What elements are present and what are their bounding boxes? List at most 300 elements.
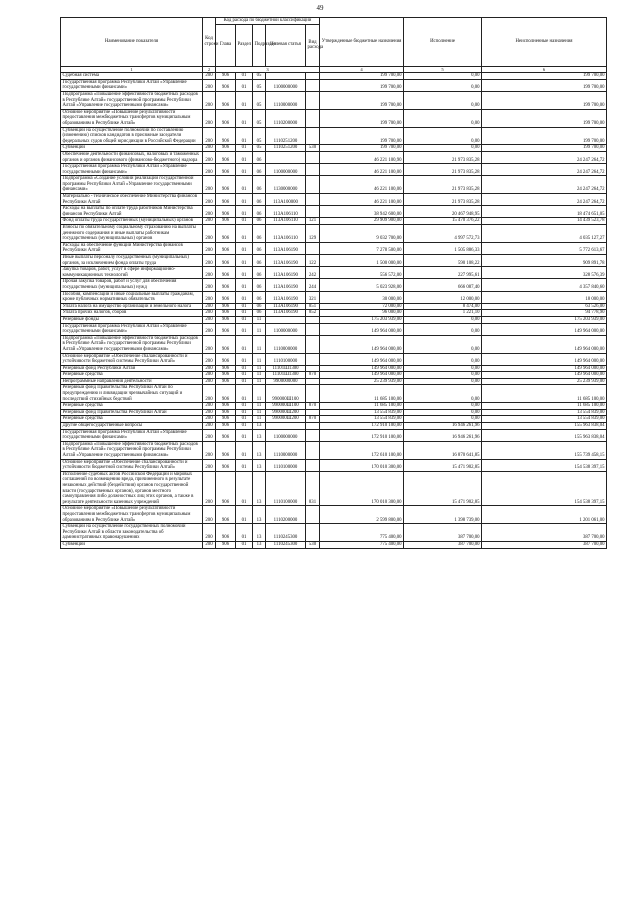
row-name: Расходы на выплаты по оплате труда работников Министерства финансов Республики Алтай: [61, 206, 203, 218]
table-row: [61, 291, 607, 303]
row-approved: 11 685 100,00: [320, 385, 404, 403]
row-glava: 906: [216, 335, 236, 353]
row-approved: 38 942 600,00: [320, 206, 404, 218]
row-line-code: 200: [203, 385, 216, 403]
table-row: [61, 242, 607, 254]
row-unexecuted: 11 685 100,00: [482, 403, 607, 410]
row-approved: 170 010 300,00: [320, 459, 404, 471]
row-executed: 590 108,22: [404, 255, 482, 267]
table-row: [61, 194, 607, 206]
row-executed: 0,00: [404, 79, 482, 91]
row-approved: 172 610 100,00: [320, 441, 404, 459]
row-name: Резервные средства: [61, 372, 203, 379]
row-glava: 906: [216, 109, 236, 127]
row-target: 1110000000: [266, 441, 306, 459]
row-razdel: 01: [236, 109, 253, 127]
row-approved: 11 685 100,00: [320, 403, 404, 410]
column-number: 4: [320, 66, 404, 73]
row-razdel: 01: [236, 127, 253, 145]
row-glava: 906: [216, 423, 236, 430]
row-line-code: 200: [203, 291, 216, 303]
row-approved: 775 400,00: [320, 524, 404, 542]
row-line-code: 200: [203, 459, 216, 471]
row-unexecuted: 94 778,90: [482, 310, 607, 317]
row-unexecuted: 1 201 061,00: [482, 506, 607, 524]
row-razdel: 01: [236, 541, 253, 548]
row-executed: 0,00: [404, 316, 482, 323]
row-executed: 0,00: [404, 409, 482, 416]
row-target: 11101Ш1300: [266, 372, 306, 379]
row-vid: 870: [306, 403, 320, 410]
row-vid: [306, 441, 320, 459]
row-unexecuted: 155 963 838,04: [482, 423, 607, 430]
table-row: [61, 429, 607, 441]
row-glava: 906: [216, 151, 236, 163]
table-row: [61, 255, 607, 267]
row-target: 990000Ш100: [266, 403, 306, 410]
table-row: [61, 303, 607, 310]
row-unexecuted: 5 772 613,67: [482, 242, 607, 254]
row-podrazdel: 11: [253, 372, 266, 379]
row-approved: 199 700,00: [320, 73, 404, 80]
row-podrazdel: 06: [253, 267, 266, 279]
row-vid: [306, 242, 320, 254]
row-unexecuted: 63 526,00: [482, 303, 607, 310]
row-target: 113А106190: [266, 279, 306, 291]
row-razdel: 01: [236, 242, 253, 254]
row-podrazdel: 06: [253, 151, 266, 163]
row-name: Основное мероприятие «Повышение результативности предоставления межбюджетных трансфертов муниципальным образованиям в Республике Алтай»: [61, 506, 203, 524]
row-approved: 199 700,00: [320, 109, 404, 127]
table-row: [61, 471, 607, 506]
row-target: 1110200000: [266, 109, 306, 127]
table-row: [61, 164, 607, 176]
column-number: 2: [203, 66, 216, 73]
table-row: [61, 335, 607, 353]
row-name: Государственная программа Республики Алтай «Управление государственными финансами»: [61, 79, 203, 91]
row-podrazdel: 11: [253, 353, 266, 365]
row-vid: [306, 164, 320, 176]
row-name: Подпрограмма «Повышение эффективности бюджетных расходов в Республике Алтай» государственной программы Республики Алтай «Управление государственными финансами»: [61, 441, 203, 459]
row-podrazdel: 06: [253, 164, 266, 176]
row-razdel: 01: [236, 353, 253, 365]
row-vid: [306, 365, 320, 372]
row-executed: 4 997 572,73: [404, 225, 482, 243]
row-vid: [306, 79, 320, 91]
row-target: 113А106110: [266, 206, 306, 218]
row-podrazdel: 11: [253, 409, 266, 416]
row-unexecuted: 387 700,00: [482, 541, 607, 548]
row-name: Резервный фонд Правительства Республики Алтай: [61, 409, 203, 416]
table-row: [61, 524, 607, 542]
row-approved: 775 400,00: [320, 541, 404, 548]
row-podrazdel: 06: [253, 176, 266, 194]
row-podrazdel: 11: [253, 323, 266, 335]
row-vid: 870: [306, 416, 320, 423]
row-line-code: 200: [203, 109, 216, 127]
row-podrazdel: 06: [253, 242, 266, 254]
row-approved: 149 964 000,00: [320, 335, 404, 353]
row-vid: 851: [306, 303, 320, 310]
row-vid: [306, 459, 320, 471]
row-unexecuted: 149 964 000,00: [482, 365, 607, 372]
row-razdel: 01: [236, 151, 253, 163]
row-line-code: 200: [203, 206, 216, 218]
row-unexecuted: 24 247 264,72: [482, 176, 607, 194]
row-name: Субвенции на осуществление полномочий по составлению (изменению) списков кандидатов в присяжные заседатели федеральных судов общей юрисдикции в Российской Федерации: [61, 127, 203, 145]
row-line-code: 200: [203, 423, 216, 430]
row-line-code: 200: [203, 323, 216, 335]
row-executed: 21 973 835,28: [404, 194, 482, 206]
table-row: [61, 372, 607, 379]
row-executed: 0,00: [404, 378, 482, 385]
row-glava: 906: [216, 176, 236, 194]
row-vid: [306, 429, 320, 441]
row-glava: 906: [216, 524, 236, 542]
row-approved: 149 964 000,00: [320, 372, 404, 379]
row-glava: 906: [216, 403, 236, 410]
row-line-code: 200: [203, 365, 216, 372]
row-podrazdel: 06: [253, 225, 266, 243]
table-row: [61, 267, 607, 279]
row-glava: 906: [216, 316, 236, 323]
row-vid: 831: [306, 471, 320, 506]
row-razdel: 01: [236, 506, 253, 524]
row-approved: 96 000,00: [320, 310, 404, 317]
row-name: Уплата прочих налогов, сборов: [61, 310, 203, 317]
row-executed: 387 700,00: [404, 524, 482, 542]
row-vid: 852: [306, 310, 320, 317]
row-unexecuted: 199 700,00: [482, 79, 607, 91]
row-razdel: 01: [236, 164, 253, 176]
row-line-code: 200: [203, 372, 216, 379]
row-line-code: 200: [203, 225, 216, 243]
row-razdel: 01: [236, 372, 253, 379]
row-approved: 2 599 800,00: [320, 506, 404, 524]
row-name: Подпрограмма «Повышение эффективности бюджетных расходов в Республике Алтай» государственной программы Республики Алтай «Управление государственными финансами»: [61, 91, 203, 109]
row-approved: 199 700,00: [320, 127, 404, 145]
row-razdel: 01: [236, 206, 253, 218]
row-line-code: 200: [203, 242, 216, 254]
row-glava: 906: [216, 291, 236, 303]
row-podrazdel: 11: [253, 416, 266, 423]
row-approved: 149 964 000,00: [320, 365, 404, 372]
row-line-code: 200: [203, 303, 216, 310]
row-approved: 46 221 100,90: [320, 151, 404, 163]
row-target: 1100000000: [266, 79, 306, 91]
row-podrazdel: 11: [253, 385, 266, 403]
row-approved: 1 500 000,00: [320, 255, 404, 267]
row-razdel: 01: [236, 218, 253, 225]
row-glava: 906: [216, 225, 236, 243]
row-line-code: 200: [203, 471, 216, 506]
row-target: 113А106110: [266, 218, 306, 225]
row-target: [266, 73, 306, 80]
row-unexecuted: 13 554 839,00: [482, 409, 607, 416]
row-glava: 906: [216, 541, 236, 548]
row-name: Субвенции: [61, 541, 203, 548]
row-name: Основное мероприятие «Обеспечение сбалансированности и устойчивости бюджетной системы Республики Алтай»: [61, 459, 203, 471]
row-approved: 175 203 939,00: [320, 316, 404, 323]
row-vid: 242: [306, 267, 320, 279]
row-podrazdel: 05: [253, 91, 266, 109]
row-razdel: 01: [236, 316, 253, 323]
row-razdel: 01: [236, 303, 253, 310]
row-target: 113А106190: [266, 242, 306, 254]
row-podrazdel: 13: [253, 541, 266, 548]
header-target: Целевая статья: [266, 24, 306, 66]
row-name: Резервные средства: [61, 403, 203, 410]
row-name: Исполнение судебных актов Российской Федерации и мировых соглашений по возмещению вреда, причиненного в результате незаконных действий (бездействия) органов государственной власти (государственных органов), органов местного самоуправления либо должностных лиц этих органов, а также в результате деятельности казенных учреждений: [61, 471, 203, 506]
row-vid: 530: [306, 541, 320, 548]
row-name: Резервный фонд Правительства Республики Алтай по предупреждению и ликвидации чрезвычайных ситуаций и последствий стихийных бедствий: [61, 385, 203, 403]
column-number: 6: [482, 66, 607, 73]
row-approved: 13 554 839,00: [320, 416, 404, 423]
row-podrazdel: 13: [253, 429, 266, 441]
row-podrazdel: 13: [253, 506, 266, 524]
row-razdel: 01: [236, 323, 253, 335]
row-vid: [306, 206, 320, 218]
row-glava: 906: [216, 145, 236, 152]
page-number: 49: [316, 4, 324, 12]
row-unexecuted: 154 538 397,15: [482, 471, 607, 506]
row-razdel: 01: [236, 423, 253, 430]
row-executed: 0,00: [404, 127, 482, 145]
row-name: Обеспечение деятельности финансовых, налоговых и таможенных органов и органов финансового (финансово-бюджетного) надзора: [61, 151, 203, 163]
row-executed: 0,00: [404, 365, 482, 372]
row-razdel: 01: [236, 524, 253, 542]
row-executed: 21 973 835,28: [404, 176, 482, 194]
row-glava: 906: [216, 267, 236, 279]
row-unexecuted: 4 357 840,60: [482, 279, 607, 291]
row-name: Судебная система: [61, 73, 203, 80]
row-executed: 0,00: [404, 145, 482, 152]
row-line-code: 200: [203, 255, 216, 267]
row-vid: [306, 335, 320, 353]
row-razdel: 01: [236, 403, 253, 410]
row-unexecuted: 14 439 523,78: [482, 218, 607, 225]
table-body: [61, 73, 607, 548]
row-vid: [306, 127, 320, 145]
row-glava: 906: [216, 506, 236, 524]
row-vid: [306, 323, 320, 335]
row-target: 1110000000: [266, 91, 306, 109]
row-approved: 556 572,00: [320, 267, 404, 279]
row-approved: 29 909 900,00: [320, 218, 404, 225]
row-podrazdel: 05: [253, 145, 266, 152]
row-executed: 16 946 261,96: [404, 423, 482, 430]
table-row: [61, 279, 607, 291]
row-razdel: 01: [236, 91, 253, 109]
table-row: [61, 423, 607, 430]
row-target: 990000Ш200: [266, 416, 306, 423]
row-unexecuted: 155 963 838,04: [482, 429, 607, 441]
row-podrazdel: 05: [253, 79, 266, 91]
row-line-code: 200: [203, 310, 216, 317]
row-razdel: 01: [236, 176, 253, 194]
budget-execution-table: [60, 17, 607, 549]
row-executed: 0,00: [404, 385, 482, 403]
row-line-code: 200: [203, 127, 216, 145]
row-podrazdel: 06: [253, 218, 266, 225]
table-row: [61, 127, 607, 145]
row-vid: [306, 151, 320, 163]
row-vid: [306, 409, 320, 416]
row-glava: 906: [216, 127, 236, 145]
row-executed: 0,00: [404, 416, 482, 423]
table-row: [61, 385, 607, 403]
header-unexecuted: Неисполненные назначения: [482, 18, 607, 67]
table-row: [61, 176, 607, 194]
row-target: 113А106190: [266, 310, 306, 317]
row-podrazdel: 13: [253, 459, 266, 471]
row-line-code: 200: [203, 79, 216, 91]
row-glava: 906: [216, 365, 236, 372]
table-row: [61, 416, 607, 423]
row-executed: 0,00: [404, 372, 482, 379]
row-name: Иные выплаты персоналу государственных (муниципальных) органов, за исключением фонда оплаты труда: [61, 255, 203, 267]
row-line-code: 200: [203, 279, 216, 291]
row-unexecuted: 909 891,78: [482, 255, 607, 267]
row-line-code: 200: [203, 316, 216, 323]
row-razdel: 01: [236, 79, 253, 91]
row-unexecuted: 11 685 100,00: [482, 385, 607, 403]
row-razdel: 01: [236, 429, 253, 441]
row-target: 1110200000: [266, 506, 306, 524]
row-unexecuted: 24 247 264,72: [482, 164, 607, 176]
row-name: Подпрограмма «Создание условий реализации государственной программы Республики Алтай «Управление государственными финансами»: [61, 176, 203, 194]
row-glava: 906: [216, 194, 236, 206]
table-row: [61, 378, 607, 385]
row-target: 1100000000: [266, 164, 306, 176]
row-target: [266, 316, 306, 323]
row-vid: [306, 316, 320, 323]
row-executed: 1 398 739,00: [404, 506, 482, 524]
row-executed: 0,00: [404, 91, 482, 109]
row-target: 1110245300: [266, 524, 306, 542]
row-razdel: 01: [236, 471, 253, 506]
row-vid: [306, 378, 320, 385]
row-vid: 870: [306, 372, 320, 379]
row-vid: [306, 506, 320, 524]
row-line-code: 200: [203, 441, 216, 459]
row-podrazdel: 11: [253, 378, 266, 385]
row-line-code: 200: [203, 416, 216, 423]
column-number: 5: [404, 66, 482, 73]
row-unexecuted: 18 000,00: [482, 291, 607, 303]
row-target: 113А100000: [266, 194, 306, 206]
table-row: [61, 109, 607, 127]
row-razdel: 01: [236, 409, 253, 416]
row-line-code: 200: [203, 73, 216, 80]
row-executed: 0,00: [404, 109, 482, 127]
row-vid: [306, 176, 320, 194]
row-executed: 15 471 902,85: [404, 459, 482, 471]
column-number: 3: [216, 66, 320, 73]
row-name: Другие общегосударственные вопросы: [61, 423, 203, 430]
row-name: Закупка товаров, работ, услуг в сфере информационно-коммуникационных технологий: [61, 267, 203, 279]
row-name: Уплата налога на имущество организаций и земельного налога: [61, 303, 203, 310]
row-name: Расходы на обеспечение функций Министерства финансов Республики Алтай: [61, 242, 203, 254]
row-target: [266, 423, 306, 430]
row-razdel: 01: [236, 385, 253, 403]
row-line-code: 200: [203, 145, 216, 152]
row-podrazdel: 06: [253, 206, 266, 218]
row-vid: [306, 423, 320, 430]
row-executed: 227 995,61: [404, 267, 482, 279]
row-podrazdel: 11: [253, 365, 266, 372]
row-razdel: 01: [236, 416, 253, 423]
row-unexecuted: 149 964 000,00: [482, 335, 607, 353]
row-target: 113А106190: [266, 291, 306, 303]
table-row: [61, 506, 607, 524]
header-podrazdel: Подраздел: [253, 24, 266, 66]
row-target: 1110251200: [266, 145, 306, 152]
row-glava: 906: [216, 323, 236, 335]
row-line-code: 200: [203, 506, 216, 524]
row-unexecuted: 4 035 127,27: [482, 225, 607, 243]
row-glava: 906: [216, 429, 236, 441]
row-glava: 906: [216, 206, 236, 218]
row-target: [266, 151, 306, 163]
row-glava: 906: [216, 279, 236, 291]
row-target: 113А106110: [266, 225, 306, 243]
row-executed: 16 870 641,85: [404, 441, 482, 459]
row-glava: 906: [216, 73, 236, 80]
row-line-code: 200: [203, 218, 216, 225]
row-target: 1130000000: [266, 176, 306, 194]
row-approved: 30 000,00: [320, 291, 404, 303]
row-razdel: 01: [236, 310, 253, 317]
row-podrazdel: 06: [253, 255, 266, 267]
row-executed: 21 973 835,28: [404, 164, 482, 176]
row-name: Резервные средства: [61, 416, 203, 423]
table-row: [61, 206, 607, 218]
row-vid: 321: [306, 291, 320, 303]
row-target: 11101Ш1300: [266, 365, 306, 372]
row-name: Основное мероприятие «Повышение результативности предоставления межбюджетных трансфертов муниципальным образованиям в Республике Алтай»: [61, 109, 203, 127]
row-approved: 172 910 100,00: [320, 429, 404, 441]
row-name: Пособия, компенсации и иные социальные выплаты гражданам, кроме публичных нормативных обязательств: [61, 291, 203, 303]
row-razdel: 01: [236, 365, 253, 372]
row-podrazdel: 05: [253, 127, 266, 145]
row-razdel: 01: [236, 255, 253, 267]
table-row: [61, 79, 607, 91]
row-razdel: 01: [236, 73, 253, 80]
row-approved: 72 000,00: [320, 303, 404, 310]
table-row: [61, 225, 607, 243]
row-vid: 244: [306, 279, 320, 291]
row-unexecuted: 175 203 939,00: [482, 316, 607, 323]
row-approved: 7 278 500,00: [320, 242, 404, 254]
row-line-code: 200: [203, 151, 216, 163]
row-glava: 906: [216, 471, 236, 506]
row-name: Прочая закупка товаров, работ и услуг для обеспечения государственных (муниципальных) нужд: [61, 279, 203, 291]
row-glava: 906: [216, 79, 236, 91]
row-glava: 906: [216, 218, 236, 225]
row-target: 990000Ш200: [266, 409, 306, 416]
row-target: 1110100000: [266, 353, 306, 365]
row-approved: 13 554 839,00: [320, 409, 404, 416]
row-executed: 15 470 376,22: [404, 218, 482, 225]
row-unexecuted: 25 239 939,00: [482, 378, 607, 385]
row-line-code: 200: [203, 335, 216, 353]
row-line-code: 200: [203, 91, 216, 109]
row-razdel: 01: [236, 225, 253, 243]
row-line-code: 200: [203, 267, 216, 279]
table-row: [61, 409, 607, 416]
row-podrazdel: 06: [253, 310, 266, 317]
